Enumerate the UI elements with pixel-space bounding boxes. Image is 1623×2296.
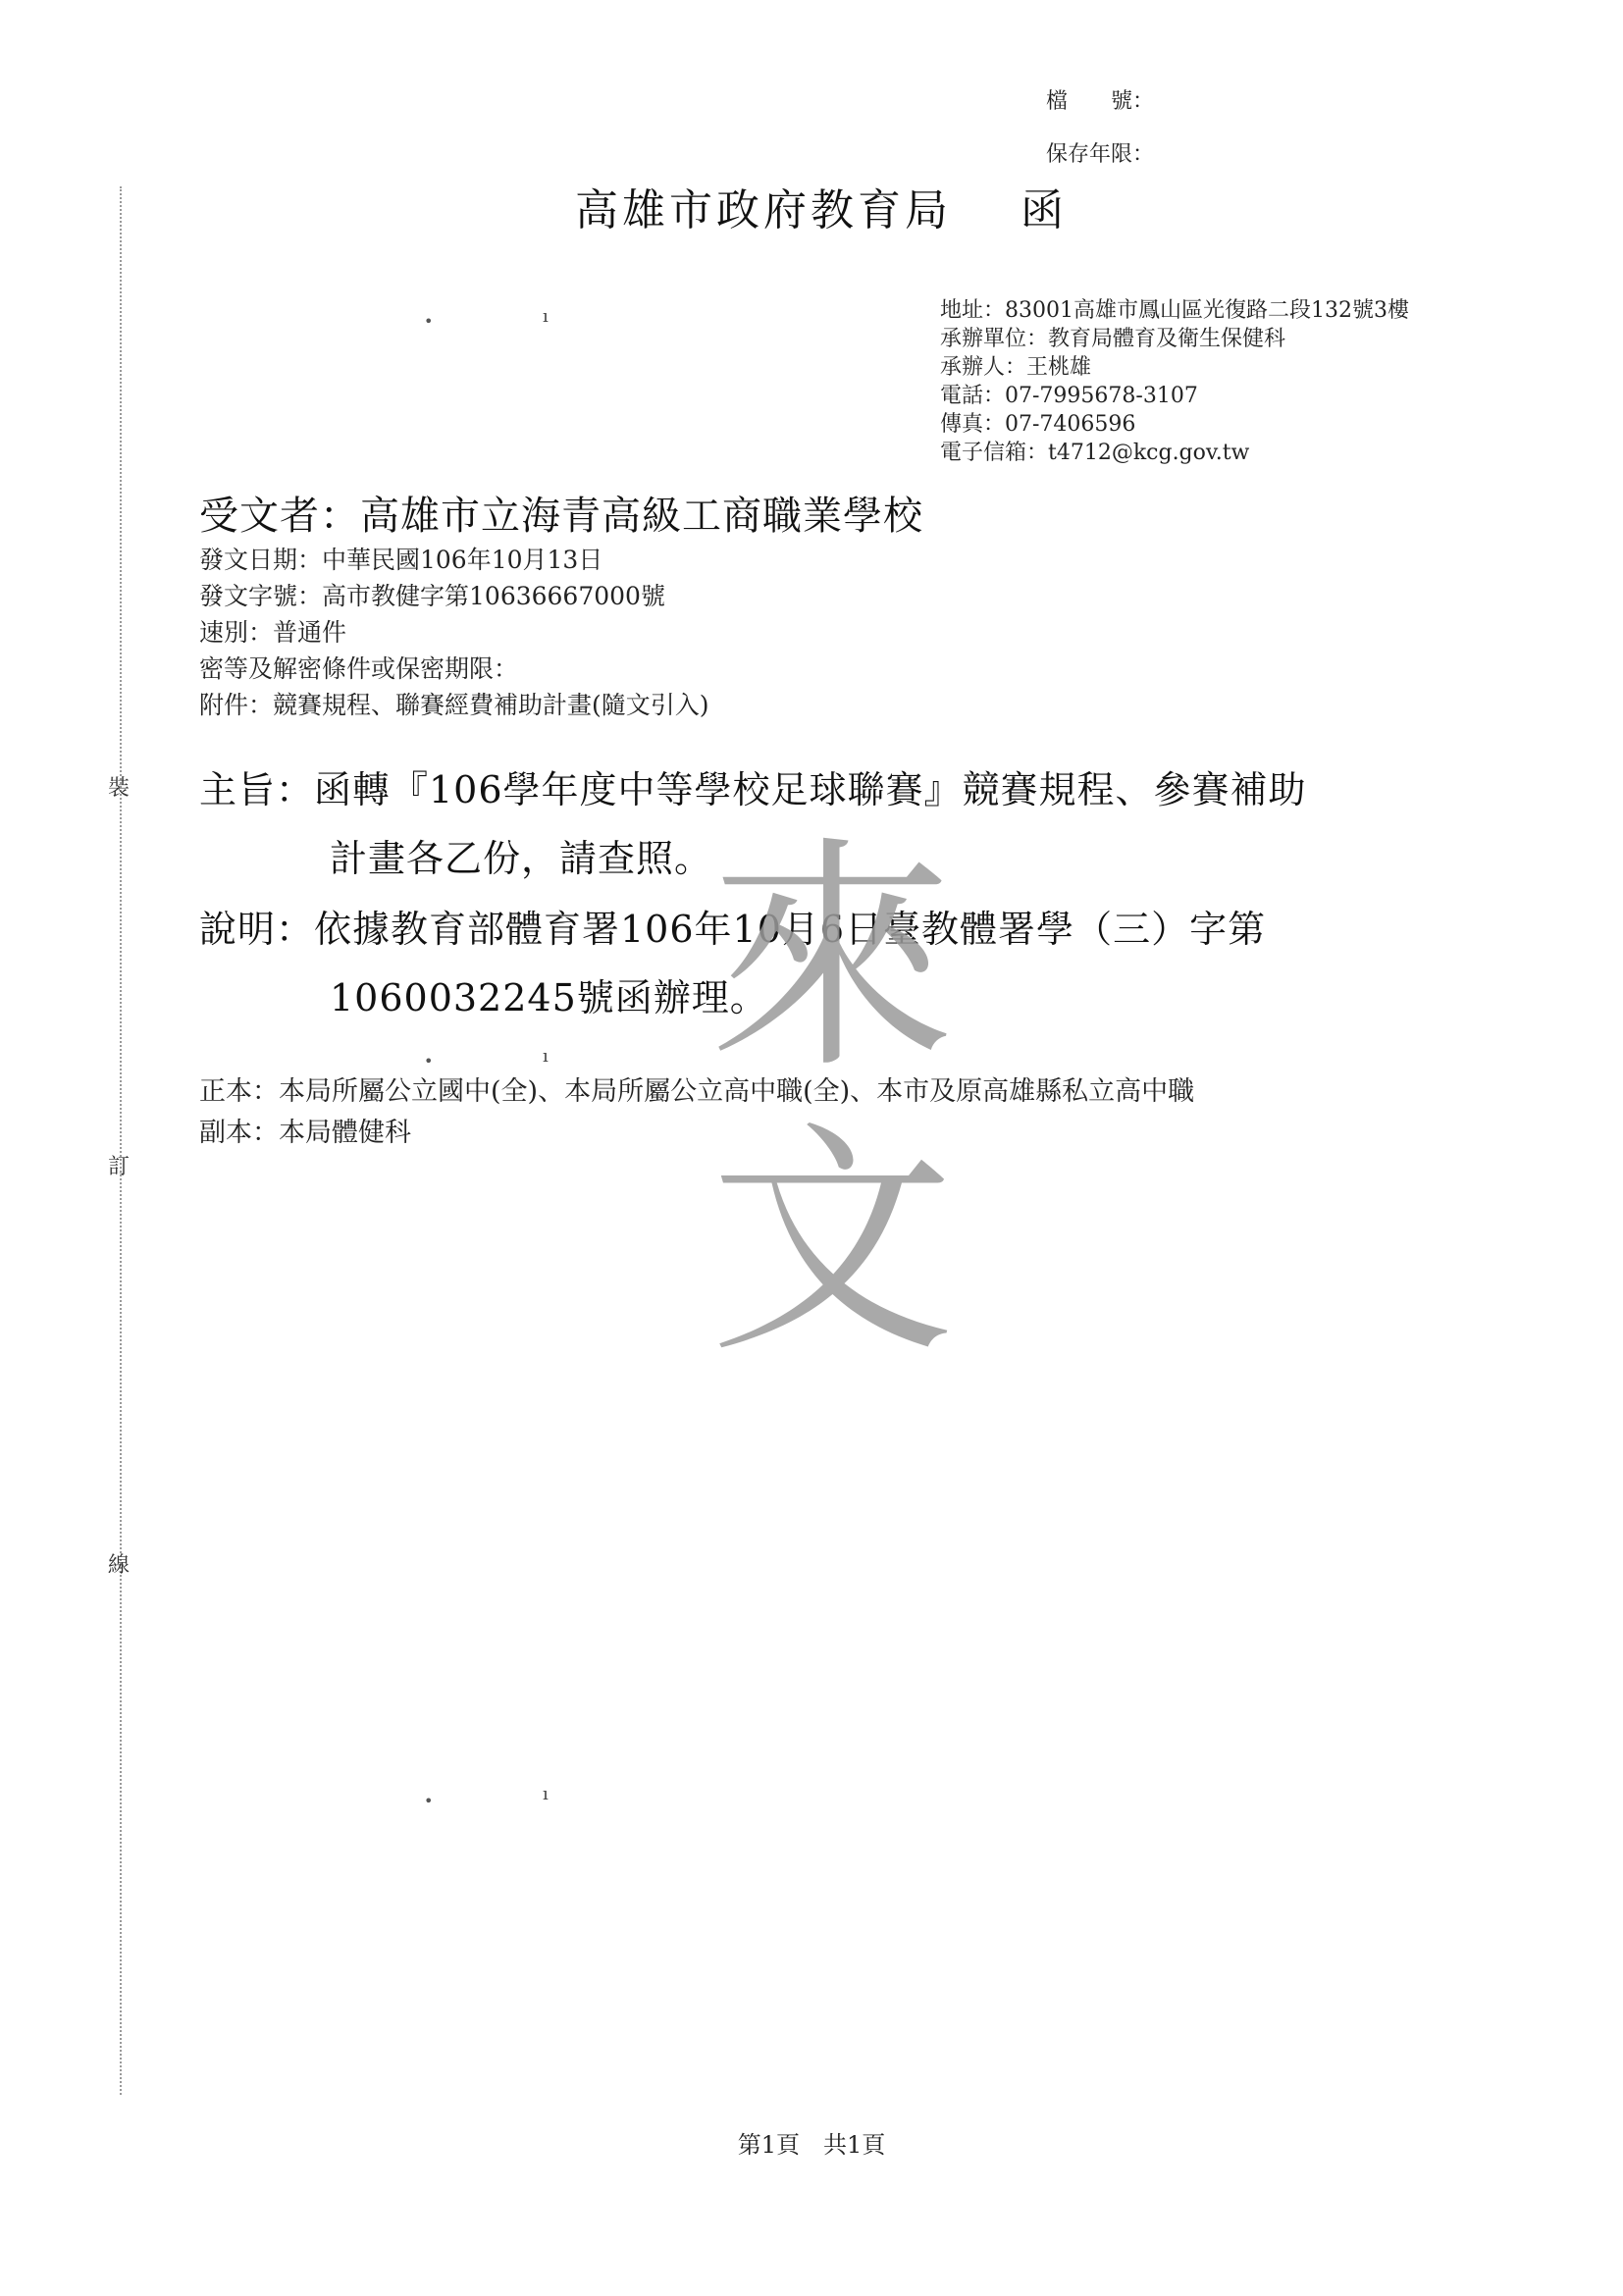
meta-block	[199, 542, 709, 723]
contact-phone: 電話：07-7995678-3107	[940, 384, 1198, 408]
subject-line-1: 主旨：函轉『106學年度中等學校足球聯賽』競賽規程、參賽補助	[199, 768, 1307, 811]
distribution-copy: 副本：本局體健科	[199, 1118, 411, 1148]
issuer-name: 高雄市政府教育局	[575, 185, 952, 235]
contact-fax: 傳真：07-7406596	[940, 412, 1136, 437]
distribution-original: 正本：本局所屬公立國中(全)、本局所屬公立高中職(全)、本市及原高雄縣私立高中職	[199, 1076, 1195, 1107]
explanation-line-2: 1060032245號函辦理。	[330, 976, 768, 1019]
issue-date: 發文日期：中華民國106年10月13日	[199, 546, 603, 574]
secrecy-level: 密等及解密條件或保密期限：	[199, 654, 519, 683]
binding-char-ding: 訂	[108, 1155, 131, 1179]
delivery-speed: 速別：普通件	[199, 618, 347, 647]
contact-handler: 承辦人：王桃雄	[940, 355, 1092, 380]
page-number: 第1頁 共1頁	[737, 2131, 886, 2159]
attachments: 附件：競賽規程、聯賽經費補助計畫(隨文引入)	[199, 691, 709, 719]
scan-mark: •	[424, 312, 434, 331]
subject-line-2: 計畫各乙份，請查照。	[330, 837, 713, 880]
page-title	[575, 175, 1068, 237]
scan-tick: ı	[543, 1784, 549, 1804]
file-number-label: 檔 號：	[1046, 89, 1155, 114]
contact-address: 地址：83001高雄市鳳山區光復路二段132號3樓	[940, 298, 1409, 323]
scan-mark: •	[424, 1052, 434, 1070]
scan-tick: ı	[543, 1046, 549, 1067]
binding-char-zhuang: 裝	[108, 776, 131, 801]
distribution-block	[199, 1071, 1194, 1154]
retention-label: 保存年限：	[1046, 142, 1155, 167]
stamp-char-2: 文	[709, 1100, 955, 1385]
recipient: 受文者：高雄市立海青高級工商職業學校	[199, 494, 923, 539]
scan-tick: ı	[543, 306, 549, 327]
stamp-char-1: 來	[709, 815, 955, 1101]
issue-number: 發文字號：高市教健字第10636667000號	[199, 582, 665, 610]
scan-mark: •	[424, 1792, 434, 1810]
contact-email: 電子信箱：t4712@kcg.gov.tw	[940, 441, 1250, 465]
contact-unit: 承辦單位：教育局體育及衛生保健科	[940, 327, 1286, 351]
contact-block	[940, 296, 1409, 467]
doc-kind: 函	[1021, 185, 1068, 235]
binding-line	[120, 186, 122, 2095]
binding-char-xian: 線	[108, 1553, 131, 1578]
explanation-line-1: 說明：依據教育部體育署106年10月6日臺教體署學（三）字第	[199, 908, 1267, 951]
